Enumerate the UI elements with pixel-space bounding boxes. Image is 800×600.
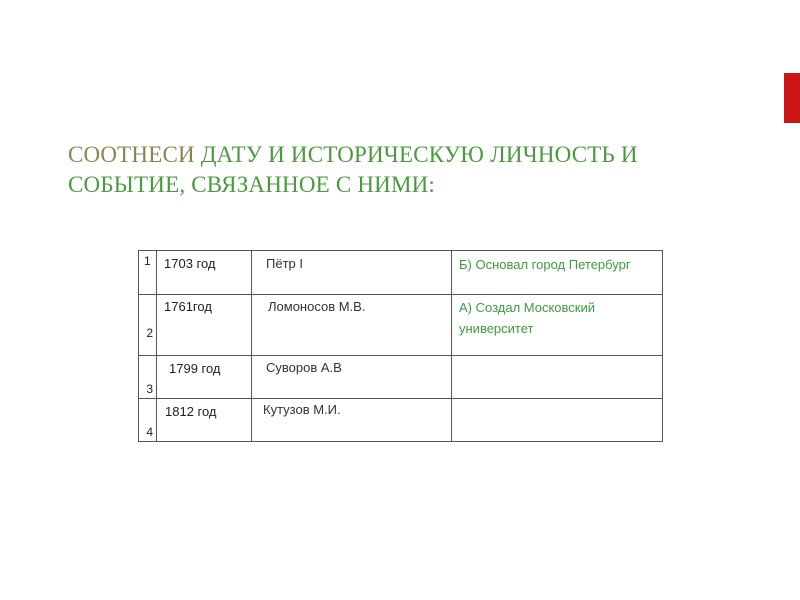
event-cell [452, 399, 663, 442]
row-number-cell [139, 251, 157, 295]
table-row [139, 251, 663, 295]
person-cell [252, 251, 452, 295]
person-cell [252, 399, 452, 442]
year-text: 1703 год [164, 256, 216, 271]
slide-title [68, 140, 708, 200]
title-line1-rest: ДАТУ И ИСТОРИЧЕСКУЮ ЛИЧНОСТЬ И [200, 142, 638, 167]
row-number: 4 [146, 425, 153, 439]
person-text: Ломоносов М.В. [268, 299, 366, 314]
year-cell [157, 356, 252, 399]
event-cell [452, 251, 663, 295]
person-text: Пётр I [266, 256, 303, 271]
year-cell [157, 295, 252, 356]
row-number-cell [139, 399, 157, 442]
year-cell [157, 399, 252, 442]
person-cell [252, 356, 452, 399]
year-cell [157, 251, 252, 295]
year-text: 1761год [164, 299, 212, 314]
row-number: 2 [146, 326, 153, 340]
year-text: 1799 год [169, 361, 221, 376]
title-line2: СОБЫТИЕ, СВЯЗАННОЕ С НИМИ: [68, 172, 436, 197]
title-first-word: СООТНЕСИ [68, 142, 195, 167]
table-row [139, 356, 663, 399]
person-cell [252, 295, 452, 356]
year-text: 1812 год [165, 404, 217, 419]
person-text: Суворов А.В [266, 360, 342, 375]
event-text: Б) Основал город Петербург [459, 257, 631, 272]
event-text: А) Создал Московский университет [459, 300, 596, 336]
person-text: Кутузов М.И. [263, 402, 341, 417]
table-row [139, 399, 663, 442]
row-number-cell [139, 356, 157, 399]
row-number: 3 [146, 382, 153, 396]
matching-table [138, 250, 663, 442]
event-cell [452, 295, 663, 356]
row-number: 1 [144, 254, 151, 268]
row-number-cell [139, 295, 157, 356]
table-row [139, 295, 663, 356]
event-cell [452, 356, 663, 399]
accent-bar [784, 73, 800, 123]
